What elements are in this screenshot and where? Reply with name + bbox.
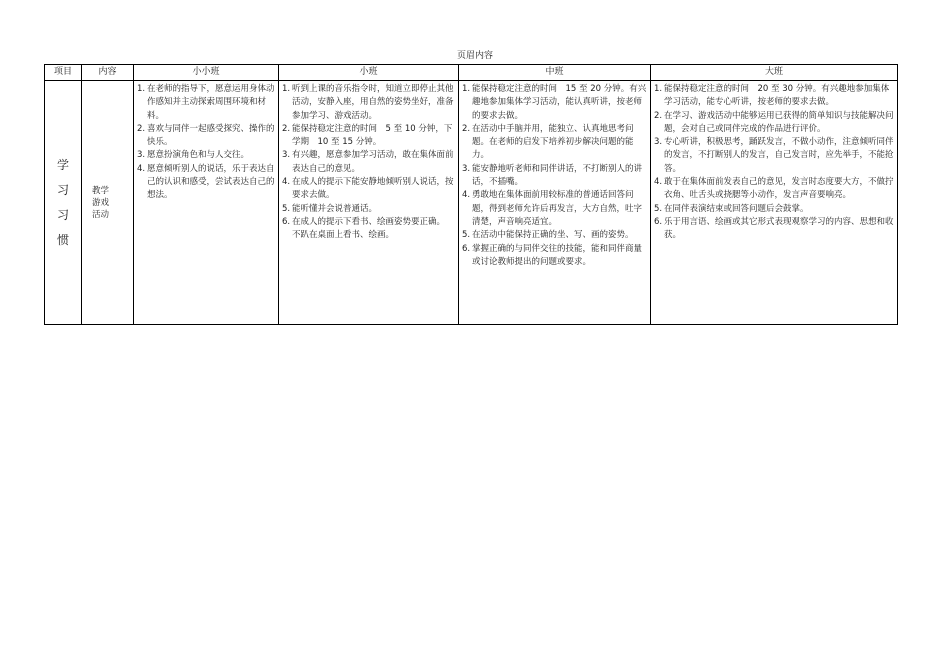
list-item: 3. 有兴趣，愿意参加学习活动，敢在集体面前表达自己的意见。 xyxy=(282,150,454,174)
header-row xyxy=(45,65,898,81)
zhongban-cell xyxy=(459,81,651,325)
content-line: 游戏 xyxy=(92,197,110,208)
page-header: 页眉内容 xyxy=(456,51,493,61)
habits-table xyxy=(44,64,898,325)
list-item: 4. 敢于在集体面前发表自己的意见，发言时态度要大方，不做拧衣角、吐舌头或挠腮等小动作，发言声音要响亮。 xyxy=(654,177,894,201)
list-item: 5. 能听懂并会说普通话。 xyxy=(282,203,378,214)
xiaoxiaoban-list xyxy=(137,83,275,203)
list-item: 2. 在学习、游戏活动中能够运用已获得的简单知识与技能解决问题，会对自己或同伴完成的作品进行评价。 xyxy=(654,110,894,134)
content-line: 活动 xyxy=(92,209,110,220)
zhongban-list xyxy=(462,83,647,269)
xiaoban-cell xyxy=(279,81,459,325)
subject-char: 习 xyxy=(56,207,69,222)
subject-cell xyxy=(45,81,82,325)
list-item: 6. 掌握正确的与同伴交往的技能，能和同伴商量或讨论教师提出的问题或要求。 xyxy=(462,243,643,267)
column-header-daban: 大班 xyxy=(651,65,898,81)
list-item: 3. 能安静地听老师和同伴讲话，不打断别人的讲话，不插嘴。 xyxy=(462,163,643,188)
daban-list xyxy=(654,83,894,243)
list-item: 1. 能保持稳定注意的时间 20 至 30 分钟。有兴趣地参加集体学习活动，能专心听讲，按老师的要求去做。 xyxy=(654,84,890,108)
column-header-content: 内容 xyxy=(82,65,134,81)
list-item: 4. 愿意倾听别人的说话，乐于表达自己的认识和感受，尝试表达自己的想法。 xyxy=(137,163,275,201)
daban-cell xyxy=(651,81,898,325)
list-item: 3. 专心听讲，积极思考，踊跃发言，不做小动作，注意倾听同伴的发言，不打断别人的发言，自己发言时，应先举手，不能抢答。 xyxy=(654,137,894,174)
subject-char: 学 xyxy=(56,157,69,172)
list-item: 4. 勇敢地在集体面前用较标准的普通话回答问题，得到老师允许后再发言，大方自然，吐字清楚，声音响亮适宜。 xyxy=(462,190,643,227)
list-item: 1. 听到上课的音乐指令时，知道立即停止其他活动，安静入座，用自然的姿势坐好，准备参加学习、游戏活动。 xyxy=(282,84,454,121)
list-item: 1. 在老师的指导下，愿意运用身体动作感知并主动探索周围环境和材料。 xyxy=(137,84,275,121)
content-line: 教学 xyxy=(92,185,110,196)
list-item: 2. 能保持稳定注意的时间 5 至 10 分钟，下学期 10 至 15 分钟。 xyxy=(282,123,453,148)
list-item: 4. 在成人的提示下能安静地倾听别人说话，按要求去做。 xyxy=(282,177,454,201)
list-item: 2. 在活动中手脑并用，能独立、认真地思考问题。在老师的启发下培养初步解决问题的能力。 xyxy=(462,123,634,161)
column-header-xiaoxiaoban: 小小班 xyxy=(134,65,279,81)
list-item: 1. 能保持稳定注意的时间 15 至 20 分钟。有兴趣地参加集体学习活动，能认真听讲，按老师的要求去做。 xyxy=(462,84,647,121)
xiaoxiaoban-cell xyxy=(134,81,279,325)
list-item: 6. 在成人的提示下看书、绘画姿势要正确。 不趴在桌面上看书、绘画。 xyxy=(282,216,446,241)
table-row xyxy=(45,81,898,325)
list-item: 6. 乐于用言语、绘画或其它形式表现观察学习的内容、思想和收获。 xyxy=(654,216,894,241)
column-header-zhongban: 中班 xyxy=(459,65,651,81)
list-item: 5. 在同伴表演结束或回答问题后会鼓掌。 xyxy=(654,203,809,214)
column-header-item: 项目 xyxy=(45,65,82,81)
list-item: 5. 在活动中能保持正确的坐、写、画的姿势。 xyxy=(462,230,634,241)
xiaoban-list xyxy=(282,83,455,243)
column-header-xiaoban: 小班 xyxy=(279,65,459,81)
list-item: 2. 喜欢与同伴一起感受探究、操作的快乐。 xyxy=(137,123,275,148)
subject-char: 惯 xyxy=(56,232,69,247)
content-cell xyxy=(82,81,134,325)
subject-char: 习 xyxy=(56,182,69,197)
list-item: 3. 愿意扮演角色和与人交往。 xyxy=(137,150,250,161)
